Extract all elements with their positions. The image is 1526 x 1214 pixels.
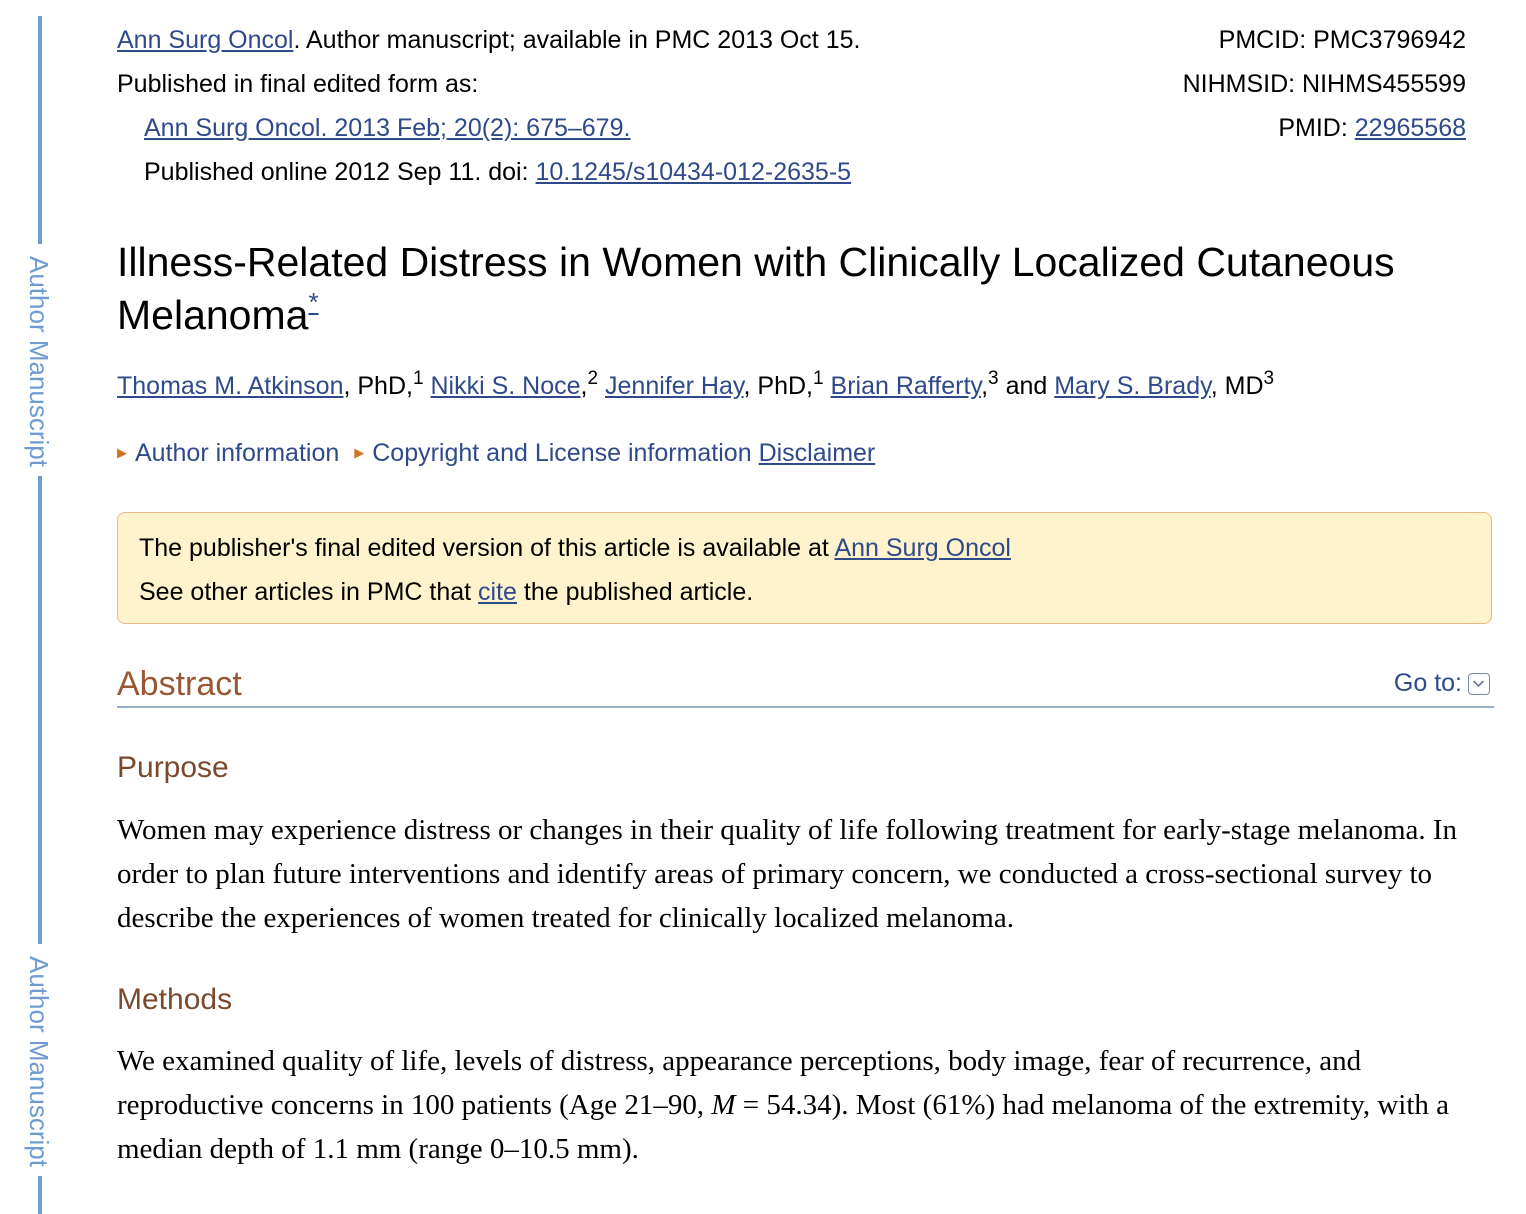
- info-links: [117, 431, 875, 475]
- rail-divider: [38, 1176, 42, 1214]
- expand-triangle-icon: ▶: [354, 445, 365, 460]
- title-footnote-link[interactable]: *: [308, 287, 319, 317]
- pmcid: PMCID: PMC3796942: [1218, 26, 1466, 54]
- pmid: PMID: 22965568: [1278, 114, 1466, 142]
- abstract-heading: Abstract: [117, 665, 242, 703]
- disclaimer-link[interactable]: Disclaimer: [758, 439, 876, 467]
- author-link[interactable]: Nikki S. Noce: [430, 372, 581, 400]
- citation-line: [117, 106, 860, 150]
- purpose-text: Women may experience distress or changes in their quality of life following treatment for early-stage melanoma. In order to plan future interventions and identify areas of primary concern, we conducted a cross-sectional survey to describe the experiences of women treated for clinically localized melanoma.: [117, 814, 1458, 934]
- author-link[interactable]: Thomas M. Atkinson: [117, 372, 344, 400]
- abstract-header: [117, 658, 1494, 708]
- nihmsid: NIHMSID: NIHMS455599: [1182, 70, 1466, 98]
- author-link[interactable]: Mary S. Brady: [1054, 372, 1211, 400]
- methods-heading: Methods: [117, 983, 233, 1016]
- purpose-heading: Purpose: [117, 751, 229, 784]
- cite-link[interactable]: cite: [478, 578, 517, 606]
- article-title: Illness-Related Distress in Women with Clinically Localized Cutaneous Melanoma*: [117, 239, 1395, 338]
- author-link[interactable]: Brian Rafferty: [830, 372, 982, 400]
- publisher-journal-link[interactable]: Ann Surg Oncol: [834, 534, 1011, 562]
- author-information-toggle[interactable]: Author information: [135, 439, 340, 467]
- doi-line: Published online 2012 Sep 11. doi: 10.1245/s10434-012-2635-5: [144, 158, 852, 186]
- doi-link[interactable]: 10.1245/s10434-012-2635-5: [535, 158, 852, 186]
- methods-text: We examined quality of life, levels of distress, appearance perceptions, body image, fear of recurrence, and reproductive concerns in 100 patients (Age 21–90, M = 54.34). Most (61%) had melanoma of the extremity, with a median depth of 1.1 mm (range 0–10.5 mm).: [117, 1045, 1450, 1165]
- expand-triangle-icon: ▶: [117, 445, 127, 460]
- identifier-meta: [1183, 18, 1466, 150]
- author-link[interactable]: Jennifer Hay: [605, 372, 744, 400]
- author-manuscript-rail: Author Manuscript Author Manuscript: [28, 0, 58, 1214]
- published-form-label: Published in final edited form as:: [117, 70, 479, 98]
- manuscript-line: Ann Surg Oncol. Author manuscript; available in PMC 2013 Oct 15.: [117, 26, 861, 54]
- rail-divider: [38, 476, 42, 944]
- goto-menu[interactable]: Go to:: [1394, 669, 1490, 698]
- citation-link[interactable]: Ann Surg Oncol. 2013 Feb; 20(2): 675–679.: [144, 114, 631, 142]
- copyright-license-toggle[interactable]: Copyright and License information: [372, 439, 752, 467]
- publisher-version-notice: The publisher's final edited version of this article is available at Ann Surg Oncol See other articles in PMC that cite the published article.: [117, 512, 1492, 624]
- chevron-down-icon[interactable]: [1468, 673, 1490, 695]
- citation-meta: [117, 18, 860, 194]
- journal-link[interactable]: Ann Surg Oncol: [117, 26, 294, 54]
- author-list: Thomas M. Atkinson, PhD,$^1$ Nikki S. Noce,$^2$ Jennifer Hay, PhD,$^1$ Brian Rafferty,$^3$ and Mary S. Brady, $MD^3$: [117, 368, 1275, 400]
- pmid-link[interactable]: 22965568: [1354, 114, 1466, 142]
- rail-divider: [38, 16, 42, 244]
